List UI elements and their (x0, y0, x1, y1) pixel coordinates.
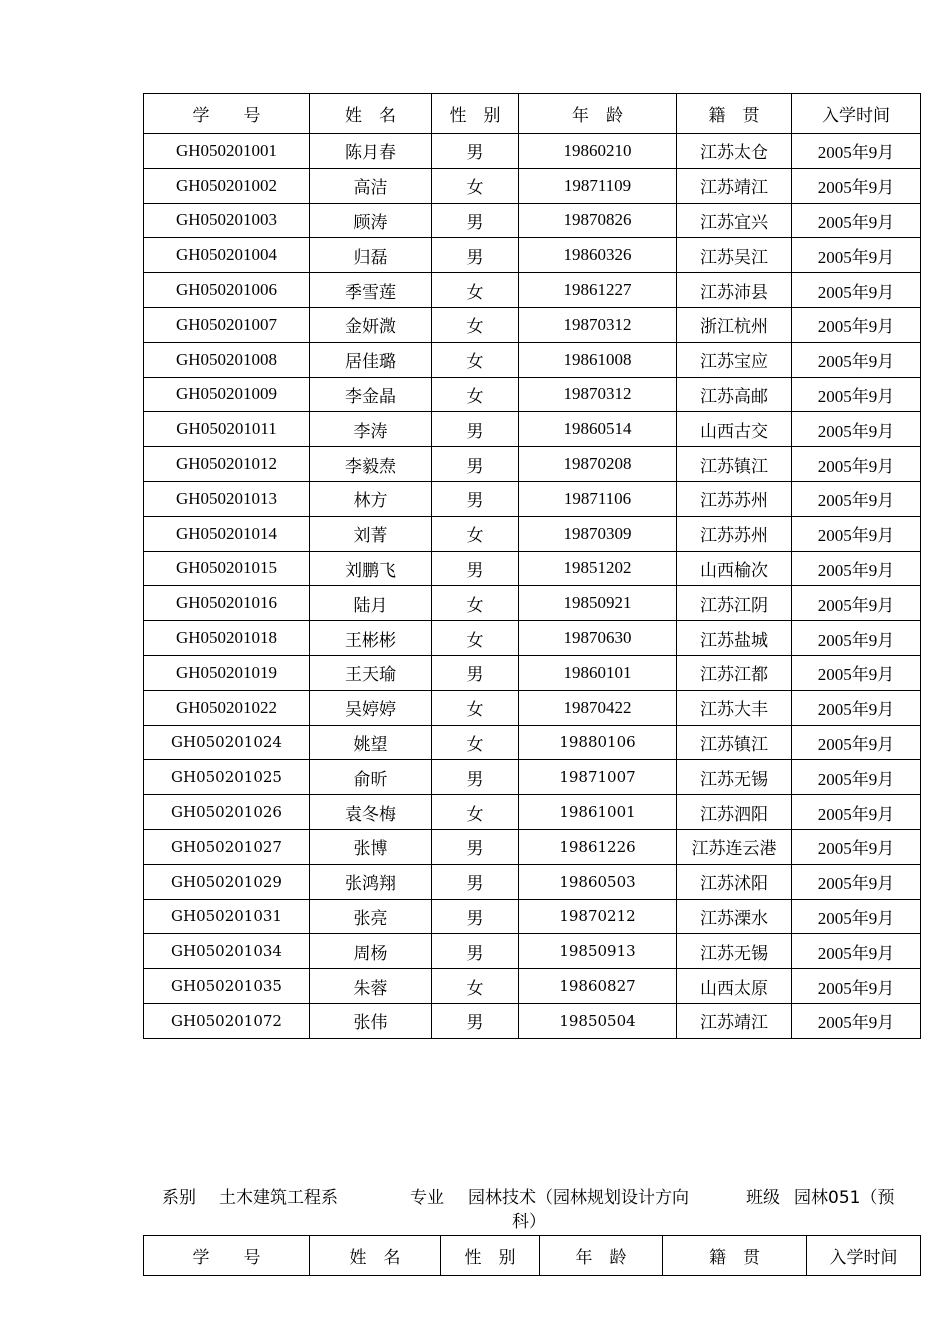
birth-date-cell: 19860101 (519, 655, 677, 690)
table-row (144, 586, 921, 621)
gender-cell: 男 (432, 481, 519, 516)
table-row (144, 934, 921, 969)
table-row (144, 969, 921, 1004)
student-id-cell: GH050201034 (144, 934, 310, 969)
enrollment-date-cell: 2005年9月 (792, 551, 921, 586)
birth-date-cell: 19870312 (519, 377, 677, 412)
native-place-cell: 江苏太仓 (677, 134, 792, 169)
enrollment-date-cell: 2005年9月 (792, 655, 921, 690)
enrollment-date-cell: 2005年9月 (792, 412, 921, 447)
native-place-cell: 江苏溧水 (677, 899, 792, 934)
gender-cell: 女 (432, 273, 519, 308)
student-roster-table (143, 93, 921, 1039)
native-place-cell: 江苏盐城 (677, 621, 792, 656)
gender-cell: 男 (432, 760, 519, 795)
gender-cell: 女 (432, 969, 519, 1004)
native-place-cell: 江苏大丰 (677, 690, 792, 725)
gender-cell: 男 (432, 412, 519, 447)
header-age: 年 龄 (519, 94, 677, 134)
gender-cell: 男 (432, 934, 519, 969)
gender-cell: 女 (432, 795, 519, 830)
name-cell: 金妍溦 (310, 307, 432, 342)
student-id-cell: GH050201001 (144, 134, 310, 169)
student-id-cell: GH050201006 (144, 273, 310, 308)
student-id-cell: GH050201035 (144, 969, 310, 1004)
table-row (144, 899, 921, 934)
enrollment-date-cell: 2005年9月 (792, 795, 921, 830)
table-row (144, 864, 921, 899)
table-row (144, 168, 921, 203)
birth-date-cell: 19860210 (519, 134, 677, 169)
native-place-cell: 山西榆次 (677, 551, 792, 586)
birth-date-cell: 19870630 (519, 621, 677, 656)
native-place-cell: 江苏江都 (677, 655, 792, 690)
name-cell: 俞昕 (310, 760, 432, 795)
birth-date-cell: 19861227 (519, 273, 677, 308)
table-row (144, 273, 921, 308)
birth-date-cell: 19880106 (519, 725, 677, 760)
birth-date-cell: 19851202 (519, 551, 677, 586)
table-body (144, 134, 921, 1039)
birth-date-cell: 19870212 (519, 899, 677, 934)
student-id-cell: GH050201031 (144, 899, 310, 934)
birth-date-cell: 19870826 (519, 203, 677, 238)
enrollment-date-cell: 2005年9月 (792, 725, 921, 760)
student-id-cell: GH050201003 (144, 203, 310, 238)
enrollment-date-cell: 2005年9月 (792, 516, 921, 551)
native-place-cell: 江苏无锡 (677, 760, 792, 795)
dept-label: 系别 (162, 1188, 196, 1208)
birth-date-cell: 19870312 (519, 307, 677, 342)
birth-date-cell: 19850913 (519, 934, 677, 969)
gender-cell: 男 (432, 899, 519, 934)
gender-cell: 女 (432, 377, 519, 412)
gender-cell: 女 (432, 725, 519, 760)
enrollment-date-cell: 2005年9月 (792, 342, 921, 377)
name-cell: 顾涛 (310, 203, 432, 238)
name-cell: 张伟 (310, 1003, 432, 1038)
header-gender: 性 别 (441, 1236, 540, 1276)
birth-date-cell: 19871109 (519, 168, 677, 203)
student-id-cell: GH050201002 (144, 168, 310, 203)
gender-cell: 女 (432, 342, 519, 377)
table-row (144, 342, 921, 377)
table-row (144, 760, 921, 795)
header-name: 姓 名 (310, 1236, 441, 1276)
student-id-cell: GH050201072 (144, 1003, 310, 1038)
enrollment-date-cell: 2005年9月 (792, 168, 921, 203)
name-cell: 居佳璐 (310, 342, 432, 377)
birth-date-cell: 19871007 (519, 760, 677, 795)
student-id-cell: GH050201013 (144, 481, 310, 516)
birth-date-cell: 19861008 (519, 342, 677, 377)
name-cell: 林方 (310, 481, 432, 516)
name-cell: 袁冬梅 (310, 795, 432, 830)
header-native-place: 籍 贯 (663, 1236, 807, 1276)
native-place-cell: 江苏江阴 (677, 586, 792, 621)
table-row (144, 655, 921, 690)
table-row (144, 621, 921, 656)
student-id-cell: GH050201027 (144, 829, 310, 864)
gender-cell: 女 (432, 307, 519, 342)
gender-cell: 女 (432, 621, 519, 656)
table-row (144, 551, 921, 586)
native-place-cell: 浙江杭州 (677, 307, 792, 342)
birth-date-cell: 19860503 (519, 864, 677, 899)
enrollment-date-cell: 2005年9月 (792, 203, 921, 238)
birth-date-cell: 19861226 (519, 829, 677, 864)
native-place-cell: 江苏宜兴 (677, 203, 792, 238)
native-place-cell: 江苏高邮 (677, 377, 792, 412)
student-id-cell: GH050201026 (144, 795, 310, 830)
native-place-cell: 山西古交 (677, 412, 792, 447)
table-row (144, 690, 921, 725)
enrollment-date-cell: 2005年9月 (792, 864, 921, 899)
birth-date-cell: 19860514 (519, 412, 677, 447)
gender-cell: 男 (432, 1003, 519, 1038)
name-cell: 陆月 (310, 586, 432, 621)
header-enrollment-date: 入学时间 (792, 94, 921, 134)
header-student-id: 学 号 (144, 94, 310, 134)
gender-cell: 男 (432, 447, 519, 482)
dept-value: 土木建筑工程系 (219, 1188, 338, 1208)
table-row (144, 238, 921, 273)
name-cell: 张亮 (310, 899, 432, 934)
gender-cell: 男 (432, 864, 519, 899)
name-cell: 吴婷婷 (310, 690, 432, 725)
name-cell: 张博 (310, 829, 432, 864)
native-place-cell: 江苏靖江 (677, 168, 792, 203)
native-place-cell: 江苏宝应 (677, 342, 792, 377)
native-place-cell: 江苏连云港 (677, 829, 792, 864)
native-place-cell: 江苏泗阳 (677, 795, 792, 830)
student-id-cell: GH050201008 (144, 342, 310, 377)
gender-cell: 男 (432, 134, 519, 169)
native-place-cell: 江苏无锡 (677, 934, 792, 969)
birth-date-cell: 19870422 (519, 690, 677, 725)
header-enrollment-date: 入学时间 (807, 1236, 921, 1276)
enrollment-date-cell: 2005年9月 (792, 690, 921, 725)
table-row (144, 829, 921, 864)
enrollment-date-cell: 2005年9月 (792, 273, 921, 308)
gender-cell: 男 (432, 551, 519, 586)
table-row (144, 447, 921, 482)
enrollment-date-cell: 2005年9月 (792, 377, 921, 412)
table-row (144, 1003, 921, 1038)
name-cell: 高洁 (310, 168, 432, 203)
birth-date-cell: 19850504 (519, 1003, 677, 1038)
gender-cell: 男 (432, 203, 519, 238)
enrollment-date-cell: 2005年9月 (792, 969, 921, 1004)
enrollment-date-cell: 2005年9月 (792, 134, 921, 169)
name-cell: 陈月春 (310, 134, 432, 169)
name-cell: 王天瑜 (310, 655, 432, 690)
student-id-cell: GH050201018 (144, 621, 310, 656)
table-row (144, 307, 921, 342)
native-place-cell: 江苏苏州 (677, 481, 792, 516)
table-row (144, 725, 921, 760)
major-value: 园林技术（园林规划设计方向 (468, 1188, 689, 1208)
enrollment-date-cell: 2005年9月 (792, 586, 921, 621)
table-header-row (144, 94, 921, 134)
table-row (144, 412, 921, 447)
class-value-continued: 科） (512, 1212, 546, 1232)
name-cell: 张鸿翔 (310, 864, 432, 899)
name-cell: 刘鹏飞 (310, 551, 432, 586)
table-row (144, 203, 921, 238)
major-label: 专业 (410, 1188, 444, 1208)
enrollment-date-cell: 2005年9月 (792, 829, 921, 864)
student-id-cell: GH050201004 (144, 238, 310, 273)
student-id-cell: GH050201016 (144, 586, 310, 621)
native-place-cell: 江苏吴江 (677, 238, 792, 273)
enrollment-date-cell: 2005年9月 (792, 760, 921, 795)
name-cell: 周杨 (310, 934, 432, 969)
birth-date-cell: 19870309 (519, 516, 677, 551)
student-id-cell: GH050201022 (144, 690, 310, 725)
student-id-cell: GH050201029 (144, 864, 310, 899)
birth-date-cell: 19850921 (519, 586, 677, 621)
gender-cell: 男 (432, 655, 519, 690)
name-cell: 李涛 (310, 412, 432, 447)
gender-cell: 男 (432, 829, 519, 864)
student-id-cell: GH050201007 (144, 307, 310, 342)
table-row (144, 516, 921, 551)
table-row (144, 795, 921, 830)
native-place-cell: 江苏靖江 (677, 1003, 792, 1038)
gender-cell: 女 (432, 168, 519, 203)
class-label: 班级 (746, 1188, 780, 1208)
header-age: 年 龄 (540, 1236, 663, 1276)
header-student-id: 学 号 (144, 1236, 310, 1276)
native-place-cell: 江苏苏州 (677, 516, 792, 551)
name-cell: 姚望 (310, 725, 432, 760)
name-cell: 归磊 (310, 238, 432, 273)
name-cell: 季雪莲 (310, 273, 432, 308)
enrollment-date-cell: 2005年9月 (792, 621, 921, 656)
gender-cell: 女 (432, 586, 519, 621)
name-cell: 朱蓉 (310, 969, 432, 1004)
enrollment-date-cell: 2005年9月 (792, 1003, 921, 1038)
class-value: 园林051（预 (794, 1188, 895, 1208)
student-id-cell: GH050201011 (144, 412, 310, 447)
gender-cell: 男 (432, 238, 519, 273)
gender-cell: 女 (432, 516, 519, 551)
header-name: 姓 名 (310, 94, 432, 134)
birth-date-cell: 19860827 (519, 969, 677, 1004)
table-row (144, 134, 921, 169)
native-place-cell: 江苏沛县 (677, 273, 792, 308)
table-header-row (144, 1236, 921, 1276)
name-cell: 李金晶 (310, 377, 432, 412)
name-cell: 王彬彬 (310, 621, 432, 656)
table-row (144, 481, 921, 516)
student-id-cell: GH050201019 (144, 655, 310, 690)
native-place-cell: 江苏沭阳 (677, 864, 792, 899)
enrollment-date-cell: 2005年9月 (792, 934, 921, 969)
enrollment-date-cell: 2005年9月 (792, 307, 921, 342)
student-id-cell: GH050201014 (144, 516, 310, 551)
student-id-cell: GH050201025 (144, 760, 310, 795)
enrollment-date-cell: 2005年9月 (792, 238, 921, 273)
native-place-cell: 江苏镇江 (677, 725, 792, 760)
header-native-place: 籍 贯 (677, 94, 792, 134)
second-roster-table (143, 1235, 921, 1276)
enrollment-date-cell: 2005年9月 (792, 899, 921, 934)
student-id-cell: GH050201015 (144, 551, 310, 586)
header-gender: 性 别 (432, 94, 519, 134)
student-id-cell: GH050201009 (144, 377, 310, 412)
native-place-cell: 江苏镇江 (677, 447, 792, 482)
name-cell: 刘菁 (310, 516, 432, 551)
birth-date-cell: 19861001 (519, 795, 677, 830)
birth-date-cell: 19870208 (519, 447, 677, 482)
enrollment-date-cell: 2005年9月 (792, 481, 921, 516)
student-id-cell: GH050201012 (144, 447, 310, 482)
enrollment-date-cell: 2005年9月 (792, 447, 921, 482)
birth-date-cell: 19871106 (519, 481, 677, 516)
native-place-cell: 山西太原 (677, 969, 792, 1004)
student-id-cell: GH050201024 (144, 725, 310, 760)
name-cell: 李毅焘 (310, 447, 432, 482)
table-row (144, 377, 921, 412)
gender-cell: 女 (432, 690, 519, 725)
birth-date-cell: 19860326 (519, 238, 677, 273)
